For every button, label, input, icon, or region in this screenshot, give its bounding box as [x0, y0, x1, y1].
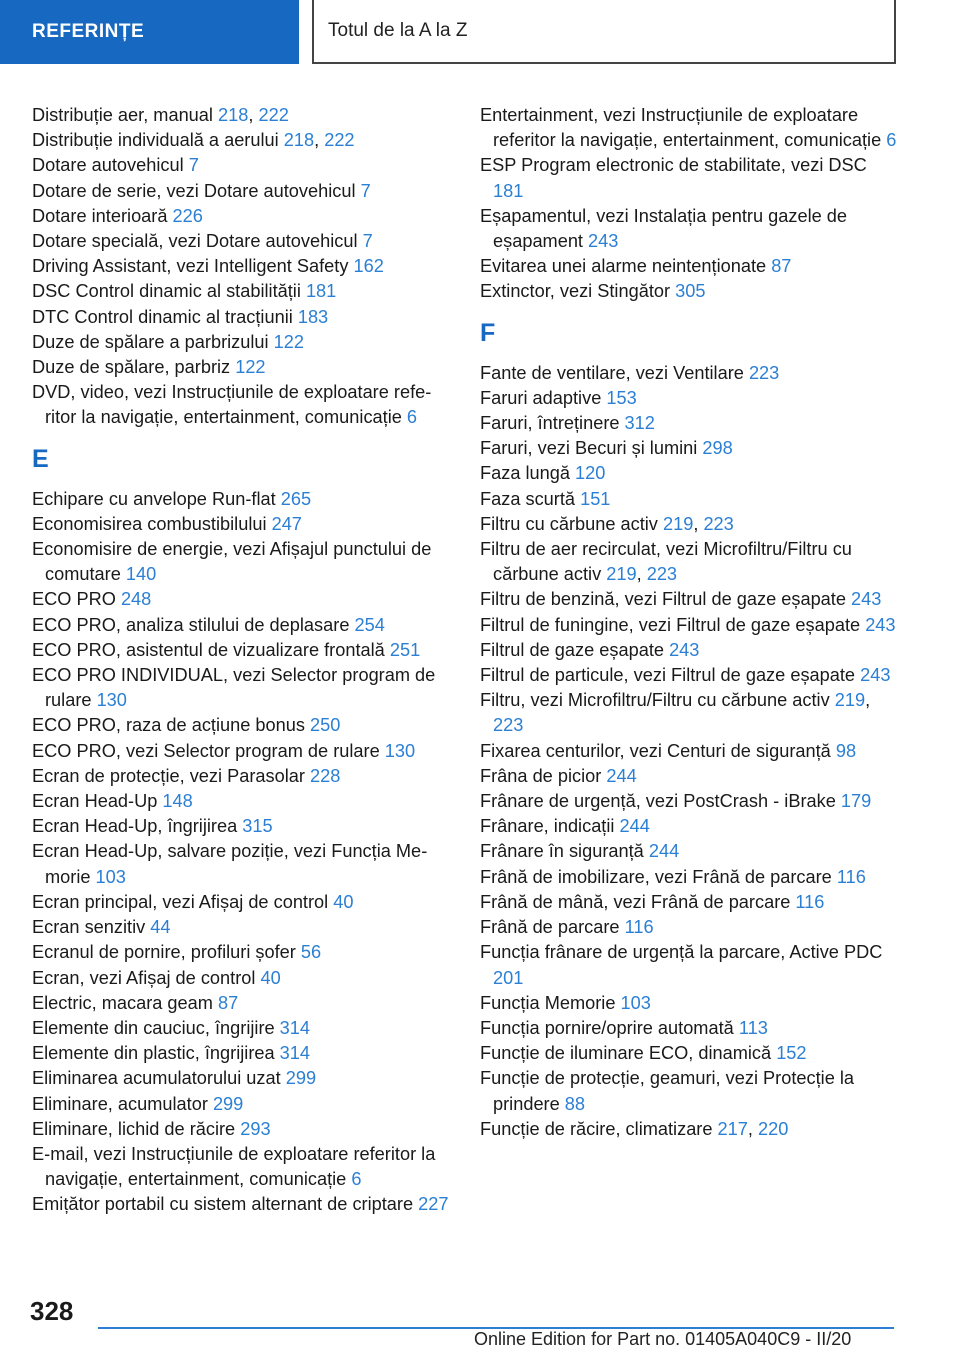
page-link[interactable]: 88	[564, 1093, 586, 1114]
index-entry	[32, 663, 452, 713]
index-entry	[32, 991, 452, 1016]
index-entry-text: Fixarea centurilor, vezi Centuri de siguranță	[480, 740, 836, 761]
index-entry	[32, 204, 452, 229]
index-entry-text: Filtru de aer recirculat, vezi Microfiltru/Filtru cu cărbune activ	[480, 539, 852, 585]
index-entry	[32, 279, 452, 304]
index-entry	[480, 991, 900, 1016]
page-link[interactable]: 217	[717, 1118, 748, 1139]
page-link[interactable]: 152	[776, 1043, 807, 1064]
index-entry	[480, 1041, 900, 1066]
index-entry-text: Filtrul de funingine, vezi Filtrul de gaze eșapate	[480, 614, 866, 635]
page-link[interactable]: 226	[172, 205, 203, 226]
index-entry-text: ECO PRO, raza de acțiune bonus	[32, 715, 311, 736]
page-link[interactable]: 148	[162, 791, 193, 812]
index-entry	[32, 254, 452, 279]
page-link[interactable]: 298	[702, 438, 733, 459]
page-link[interactable]: 223	[493, 715, 524, 736]
index-entry-text: Dotare autovehicul	[32, 155, 189, 176]
index-entry	[32, 814, 452, 839]
index-entry-text: Entertainment, vezi Instrucțiunile de exploatare referitor la navigație, entertainment, comunicație	[480, 105, 887, 151]
page-link[interactable]: 122	[273, 331, 304, 352]
index-entry	[480, 461, 900, 486]
index-entry	[32, 487, 452, 512]
index-entry-text: Economisirea combustibilului	[32, 513, 272, 534]
index-entry	[32, 512, 452, 537]
page-link[interactable]: 87	[771, 256, 792, 277]
index-entry-text: ECO PRO	[32, 589, 121, 610]
index-entry	[32, 380, 452, 430]
index-entry-text: Funcția Memorie	[480, 992, 621, 1013]
page-link[interactable]: 243	[860, 665, 891, 686]
page-link[interactable]: 223	[703, 513, 734, 534]
page-link[interactable]: 315	[242, 816, 273, 837]
page-link[interactable]: 265	[280, 488, 312, 509]
page-link[interactable]: 122	[235, 357, 266, 378]
index-entry-text: ECO PRO, vezi Selector program de rulare	[32, 740, 385, 761]
index-entry: Distribuție aer, manual 218, 222	[32, 105, 289, 125]
index-entry-text: Eșapamentul, vezi Instalația pentru gazele de eșapament	[480, 205, 848, 252]
index-entry	[480, 361, 900, 386]
index-entry	[32, 305, 452, 330]
index-entry	[480, 279, 900, 304]
page-link[interactable]: 244	[648, 841, 680, 862]
index-entry	[480, 1066, 900, 1116]
index-entry	[480, 1016, 900, 1041]
index-entry	[32, 229, 452, 254]
index-entry-text: Eliminare, acumulator	[32, 1093, 213, 1114]
index-entry-text: Ecran Head-Up, salvare poziție, vezi Funcția Memorie	[32, 841, 428, 887]
index-column-left	[32, 103, 452, 1218]
page-link[interactable]: 40	[260, 967, 281, 988]
page-link[interactable]: 130	[384, 740, 416, 761]
index-entry	[480, 436, 900, 461]
index-entry-text: Dotare specială, vezi Dotare autovehicul	[32, 231, 363, 252]
index-entry	[480, 386, 900, 411]
index-entry-text: Fante de ventilare, vezi Ventilare	[480, 362, 749, 383]
index-entry	[32, 638, 452, 663]
page-link[interactable]: 7	[188, 155, 199, 176]
index-entry-text: Driving Assistant, vezi Intelligent Safety	[32, 256, 354, 277]
page-link[interactable]: 179	[840, 791, 872, 812]
page-link[interactable]: 130	[96, 690, 127, 711]
page-link[interactable]: 162	[353, 256, 384, 277]
page-link[interactable]: 248	[120, 589, 152, 610]
page-link[interactable]: 247	[271, 513, 302, 534]
index-entry-text: Faza scurtă	[480, 488, 581, 509]
index-entry	[480, 204, 900, 254]
page-link[interactable]: 44	[150, 917, 171, 938]
index-entry: Filtru, vezi Microfiltru/Filtru cu cărbune activ 219, 223	[480, 690, 871, 736]
page-link[interactable]: 183	[297, 306, 329, 327]
page-link[interactable]: 218	[283, 130, 315, 151]
page-link[interactable]: 243	[669, 639, 700, 660]
index-entry-text: Eliminare, lichid de răcire	[32, 1118, 241, 1139]
page-link[interactable]: 223	[646, 564, 678, 585]
page-link[interactable]: 243	[588, 231, 619, 252]
index-entry	[480, 890, 900, 915]
page-link[interactable]: 6	[351, 1169, 362, 1190]
index-entry-text: Frânare de urgență, vezi PostCrash - iBrake	[480, 791, 841, 812]
page-number: 328	[30, 1296, 74, 1326]
page-link[interactable]: 223	[748, 362, 780, 383]
index-entry-text: Frână de parcare	[480, 917, 625, 938]
index-entry-text: Filtrul de particule, vezi Filtrul de gaze eșapate	[480, 665, 861, 686]
index-entry: Filtru de aer recirculat, vezi Microfiltru/Filtru cu cărbune activ 219, 223	[480, 539, 852, 585]
page-link[interactable]: 218	[218, 105, 249, 125]
index-entry-text: Filtru, vezi Microfiltru/Filtru cu cărbune activ	[480, 690, 835, 711]
index-entry-text: Funcție de iluminare ECO, dinamică	[480, 1043, 777, 1064]
index-entry-text: Elemente din plastic, îngrijirea	[32, 1043, 280, 1064]
page-link[interactable]: 116	[624, 917, 654, 938]
page-link[interactable]: 120	[575, 463, 606, 484]
index-entry	[480, 153, 900, 203]
page-link[interactable]: 219	[662, 513, 694, 534]
index-entry-text: DTC Control dinamic al tracțiunii	[32, 306, 298, 327]
edition-note: Online Edition for Part no. 01405A040C9 - II/20	[474, 1329, 852, 1349]
index-entry	[32, 1117, 452, 1142]
page-link[interactable]: 312	[624, 413, 655, 434]
page-link[interactable]: 201	[493, 967, 524, 988]
index-entry-text: Duze de spălare, parbriz	[32, 357, 236, 378]
index-entry-text: Faruri, întreținere	[480, 413, 625, 434]
index-entry	[32, 537, 452, 587]
index-entry-text: ECO PRO, analiza stilului de deplasare	[32, 614, 355, 635]
page-link[interactable]: 222	[324, 130, 355, 151]
index-entry-text: Funcția pornire/oprire automată	[480, 1017, 739, 1038]
index-entry-text: Filtrul de gaze eșapate	[480, 639, 670, 660]
index-entry	[32, 587, 452, 612]
page-link[interactable]: 87	[217, 992, 239, 1013]
index-entry-text: Electric, macara geam	[32, 992, 218, 1013]
section-tab	[0, 0, 299, 64]
index-entry: Filtru cu cărbune activ 219, 223	[480, 513, 734, 534]
index-entry-text: Distribuție individuală a aerului	[32, 130, 284, 151]
index-entry-text: Emițător portabil cu sistem alternant de criptare	[32, 1194, 419, 1215]
index-entry-text: Evitarea unei alarme neintenționate	[480, 256, 772, 277]
index-entry-text: Frâna de picior	[480, 765, 607, 786]
index-entry	[480, 814, 900, 839]
index-entry	[32, 1016, 452, 1041]
index-entry	[480, 915, 900, 940]
index-column-right	[480, 103, 900, 1142]
index-entry	[480, 638, 900, 663]
page-link[interactable]: 314	[279, 1017, 311, 1038]
page-link[interactable]: 40	[333, 891, 354, 912]
page-link[interactable]: 113	[738, 1017, 768, 1038]
index-entry	[480, 254, 900, 279]
index-entry	[32, 839, 452, 889]
index-entry-text: E-mail, vezi Instrucțiunile de exploatare referitor la navigație, entertainment, comunicație	[32, 1143, 436, 1190]
index-entry-text: Frânare în siguranță	[480, 841, 649, 862]
page-link[interactable]: 181	[305, 281, 337, 302]
page-link[interactable]: 227	[418, 1194, 449, 1215]
page-link[interactable]: 116	[795, 891, 825, 912]
page-link[interactable]: 98	[835, 740, 857, 761]
index-entry-text: Ecranul de pornire, profiluri șofer	[32, 942, 301, 963]
index-entry-text: Ecran Head-Up, îngrijirea	[32, 816, 243, 837]
page-link[interactable]: 299	[212, 1093, 244, 1114]
index-entry	[480, 103, 900, 153]
index-entry	[32, 739, 452, 764]
page-link[interactable]: 251	[389, 639, 421, 660]
index-letter-heading: F	[480, 318, 496, 347]
header-title-text: Totul de la A la Z	[328, 20, 468, 41]
index-letter-heading: E	[32, 444, 49, 473]
page-link[interactable]: 181	[493, 180, 524, 201]
page-link[interactable]: 220	[758, 1118, 789, 1139]
index-entry	[32, 890, 452, 915]
index-entry	[480, 411, 900, 436]
page-link[interactable]: 103	[620, 992, 651, 1013]
index-entry	[32, 1041, 452, 1066]
page-link[interactable]: 6	[406, 407, 418, 428]
index-entry-text: Elemente din cauciuc, îngrijire	[32, 1017, 280, 1038]
index-entry	[32, 940, 452, 965]
index-entry-text: Frână de imobilizare, vezi Frână de parcare	[480, 866, 837, 887]
index-entry-text: Frânare, indicații	[480, 816, 620, 837]
index-entry	[32, 789, 452, 814]
page-link[interactable]: 151	[580, 488, 611, 509]
index-entry	[480, 865, 900, 890]
page-link[interactable]: 222	[258, 105, 289, 125]
index-entry-text: Filtru cu cărbune activ	[480, 513, 663, 534]
page-link[interactable]: 254	[354, 614, 385, 635]
index-entry-text: Frână de mână, vezi Frână de parcare	[480, 891, 796, 912]
index-entry	[32, 1142, 452, 1192]
page-link[interactable]: 293	[240, 1118, 271, 1139]
index-entry-text: Filtru de benzină, vezi Filtrul de gaze eșapate	[480, 589, 852, 610]
index-entry-text: Ecran de protecție, vezi Parasolar	[32, 765, 310, 786]
index-entry	[480, 789, 900, 814]
index-entry-text: Dotare interioară	[32, 205, 173, 226]
index-entry-text: Ecran Head-Up	[32, 791, 163, 812]
index-entry-text: Faruri, vezi Becuri și lumini	[480, 438, 703, 459]
index-entry-text: Economisire de energie, vezi Afișajul punctului de comutare	[32, 539, 432, 585]
index-entry	[32, 355, 452, 380]
page-link[interactable]: 103	[95, 866, 126, 887]
index-entry	[32, 915, 452, 940]
index-entry-text: Funcție de răcire, climatizare	[480, 1118, 718, 1139]
page-link[interactable]: 219	[834, 690, 866, 711]
index-entry	[480, 764, 900, 789]
index-entry	[32, 1092, 452, 1117]
index-entry	[480, 587, 900, 612]
index-entry-text: Extinctor, vezi Stingător	[480, 281, 676, 302]
page-link[interactable]: 228	[310, 765, 341, 786]
index-entry	[480, 487, 900, 512]
index-entry-text: DVD, video, vezi Instrucțiunile de exploatare referitor la navigație, entertainment, comunicație	[32, 382, 432, 428]
page-link[interactable]: 153	[606, 387, 637, 408]
page-link[interactable]: 244	[619, 816, 650, 837]
page-link[interactable]: 244	[606, 765, 637, 786]
index-entry-text: Ecran, vezi Afișaj de control	[32, 967, 261, 988]
section-label: REFERINȚE	[32, 21, 145, 42]
index-entry-text: Ecran principal, vezi Afișaj de control	[32, 891, 334, 912]
index-entry	[32, 1066, 452, 1091]
index-entry-text: Eliminarea acumulatorului uzat	[32, 1068, 286, 1089]
page-header-title	[312, 0, 896, 64]
page-link[interactable]: 7	[362, 231, 373, 252]
index-entry-text: Faruri adaptive	[480, 387, 607, 408]
index-entry	[32, 330, 452, 355]
index-entry	[480, 839, 900, 864]
index-entry: Distribuție individuală a aerului 218, 222	[32, 130, 355, 151]
page-link[interactable]: 116	[836, 866, 866, 887]
index-entry: Funcție de răcire, climatizare 217, 220	[480, 1118, 789, 1139]
index-entry	[480, 663, 900, 688]
index-entry-text: ECO PRO, asistentul de vizualizare frontală	[32, 639, 390, 660]
index-entry-text: Duze de spălare a parbrizului	[32, 331, 274, 352]
page-link[interactable]: 56	[300, 942, 322, 963]
index-entry	[480, 739, 900, 764]
page-link[interactable]: 243	[851, 589, 882, 610]
index-entry	[32, 613, 452, 638]
index-entry-text: ECO PRO INDIVIDUAL, vezi Selector program de rulare	[32, 665, 436, 711]
page-link[interactable]: 6	[886, 130, 897, 151]
index-entry-text: Ecran senzitiv	[32, 917, 151, 938]
page-link[interactable]: 140	[125, 564, 157, 585]
index-entry-text: Funcție de protecție, geamuri, vezi Protecție la prindere	[480, 1068, 855, 1114]
index-entry-text: Faza lungă	[480, 463, 576, 484]
index-entry	[32, 764, 452, 789]
page-link[interactable]: 299	[285, 1068, 317, 1089]
index-entry	[32, 966, 452, 991]
index-entry-text: Distribuție aer, manual	[32, 105, 219, 125]
page-link[interactable]: 219	[606, 564, 637, 585]
index-entry-text: ESP Program electronic de stabilitate, vezi DSC	[480, 155, 867, 176]
page-link[interactable]: 250	[310, 715, 341, 736]
index-entry-text: DSC Control dinamic al stabilității	[32, 281, 306, 302]
index-entry	[32, 179, 452, 204]
index-entry	[32, 713, 452, 738]
page-link[interactable]: 314	[279, 1043, 311, 1064]
page-link[interactable]: 243	[865, 614, 896, 635]
page-link[interactable]: 305	[675, 281, 706, 302]
index-entry	[32, 1192, 452, 1217]
index-entry-text: Funcția frânare de urgență la parcare, Active PDC	[480, 942, 883, 963]
index-entry	[32, 153, 452, 178]
index-entry	[480, 613, 900, 638]
index-entry-text: Dotare de serie, vezi Dotare autovehicul	[32, 180, 361, 201]
index-entry-text: Echipare cu anvelope Run-flat	[32, 488, 281, 509]
index-entry	[480, 940, 900, 990]
page-link[interactable]: 7	[360, 180, 371, 201]
